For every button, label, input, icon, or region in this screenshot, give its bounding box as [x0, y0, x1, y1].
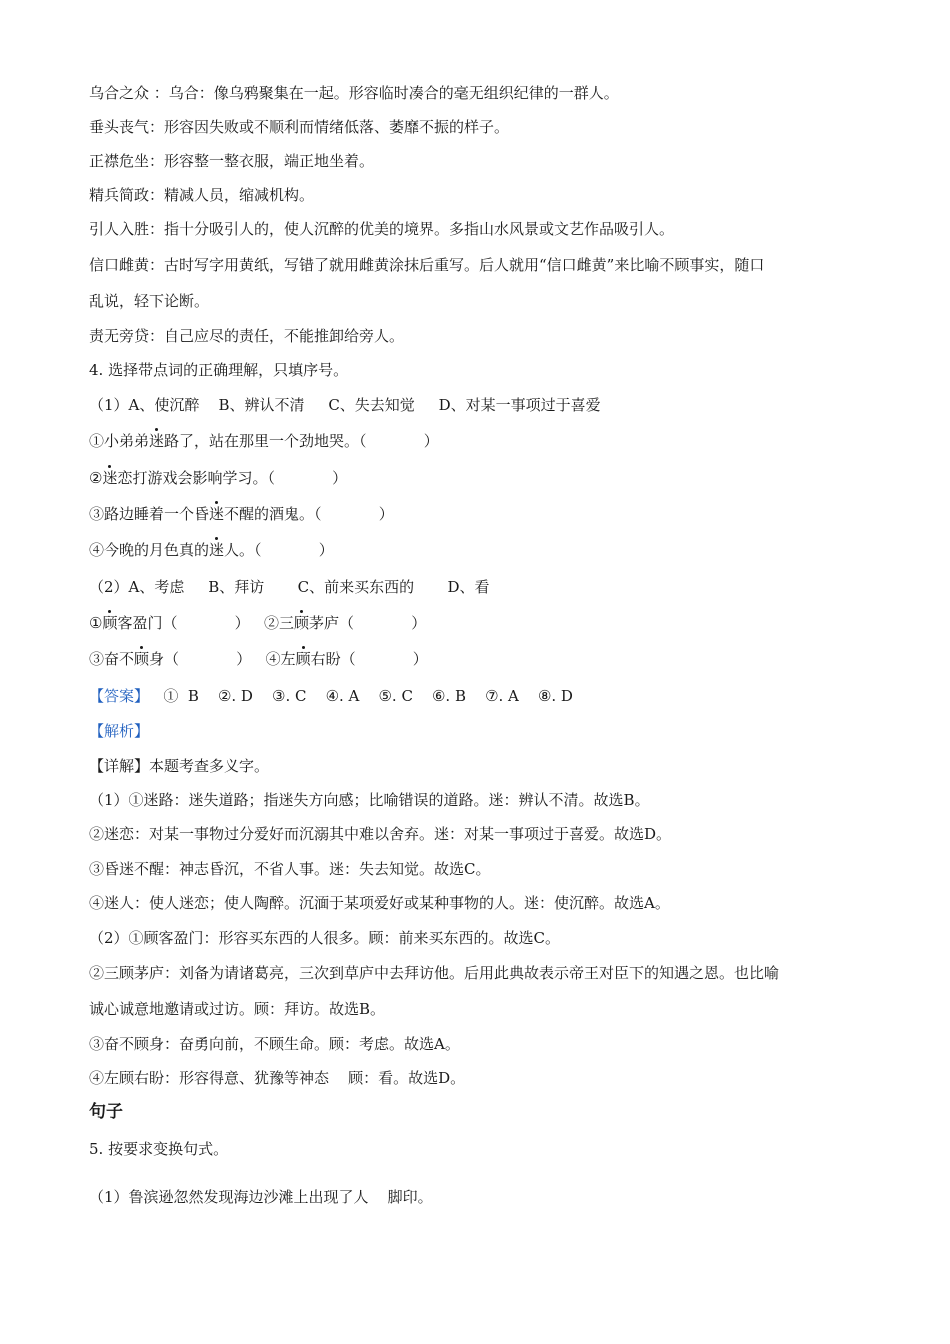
analysis-line: ②迷恋：对某一事物过分爱好而沉溺其中难以舍弃。迷：对某一事项过于喜爱。故选D。: [89, 825, 672, 843]
question-4-item: ②迷恋打游戏会影响学习。（ ）: [89, 469, 348, 487]
definition-line-continued: 乱说，轻下论断。: [89, 292, 210, 310]
analysis-line: ③奋不顾身：奋勇向前，不顾生命。顾：考虑。故选A。: [89, 1035, 460, 1053]
question-4-item: ①小弟弟迷路了，站在那里一个劲地哭。（ ）: [89, 432, 439, 450]
dotted-character: 顾: [294, 614, 310, 632]
answer-line: [89, 686, 573, 706]
dotted-character: 顾: [134, 650, 150, 668]
definition-line: 乌合之众 ：乌合：像乌鸦聚集在一起。形容临时凑合的毫无组织纪律的一群人。: [89, 84, 619, 102]
definition-line: 责无旁贷：自己应尽的责任，不能推卸给旁人。: [89, 327, 405, 345]
question-5-part1: （1）鲁滨逊忽然发现海边沙滩上出现了人 脚印。: [89, 1188, 433, 1206]
definition-line: 信口雌黄：古时写字用黄纸，写错了就用雌黄涂抹后重写。后人就用“信口雌黄”来比喻不顾事实，随口: [89, 256, 765, 274]
answer-text: ① B ②. D ③. C ④. A ⑤. C ⑥. B ⑦. A ⑧. D: [149, 687, 573, 705]
dotted-character: 迷: [149, 432, 165, 450]
question-4-part1-options: （1）A、使沉醉 B、辨认不清 C、失去知觉 D、对某一事项过于喜爱: [89, 396, 601, 414]
definition-line: 正襟危坐：形容整一整衣服，端正地坐着。: [89, 152, 375, 170]
analysis-line: 【详解】本题考查多义字。: [89, 757, 270, 775]
analysis-line: （2）①顾客盈门：形容买东西的人很多。顾：前来买东西的。故选C。: [89, 929, 561, 947]
analysis-line: ②三顾茅庐：刘备为请诸葛亮，三次到草庐中去拜访他。后用此典故表示帝王对臣下的知遇之恩。也比喻: [89, 964, 780, 982]
dotted-character: 顾: [102, 614, 118, 632]
dotted-character: 顾: [295, 650, 311, 668]
question-4-part2-row: ③奋不顾身（ ） ④左顾右盼（ ）: [89, 650, 428, 668]
analysis-line: ④左顾右盼：形容得意、犹豫等神态 顾：看。故选D。: [89, 1069, 466, 1087]
question-4-part2-row: ①顾客盈门（ ） ②三顾茅庐（ ）: [89, 614, 427, 632]
definition-line: 垂头丧气：形容因失败或不顺利而情绪低落、萎靡不振的样子。: [89, 118, 510, 136]
question-4-item: ③路边睡着一个昏迷不醒的酒鬼。（ ）: [89, 505, 394, 523]
dotted-character: 迷: [102, 469, 118, 487]
question-4-stem: 4. 选择带点词的正确理解，只填序号。: [89, 361, 349, 379]
dotted-character: 迷: [209, 541, 225, 559]
definition-line: 引人入胜：指十分吸引人的，使人沉醉的优美的境界。多指山水风景或文艺作品吸引人。: [89, 220, 675, 238]
definition-line: 精兵简政：精减人员，缩减机构。: [89, 186, 315, 204]
question-5-stem: 5. 按要求变换句式。: [89, 1140, 229, 1158]
analysis-tag: 【解析】: [89, 722, 150, 740]
section-heading: 句子: [89, 1102, 123, 1122]
analysis-line: 诚心诚意地邀请或过访。顾：拜访。故选B。: [89, 1000, 386, 1018]
question-4-item: ④今晚的月色真的迷人。（ ）: [89, 541, 334, 559]
analysis-line: ③昏迷不醒：神志昏沉，不省人事。迷：失去知觉。故选C。: [89, 860, 491, 878]
analysis-line: （1）①迷路：迷失道路；指迷失方向感；比喻错误的道路。迷：辨认不清。故选B。: [89, 791, 650, 809]
dotted-character: 迷: [209, 505, 225, 523]
analysis-line: ④迷人：使人迷恋；使人陶醉。沉湎于某项爱好或某种事物的人。迷：使沉醉。故选A。: [89, 894, 670, 912]
answer-tag: 【答案】: [89, 687, 150, 705]
question-4-part2-options: （2）A、考虑 B、拜访 C、前来买东西的 D、看: [89, 578, 490, 596]
